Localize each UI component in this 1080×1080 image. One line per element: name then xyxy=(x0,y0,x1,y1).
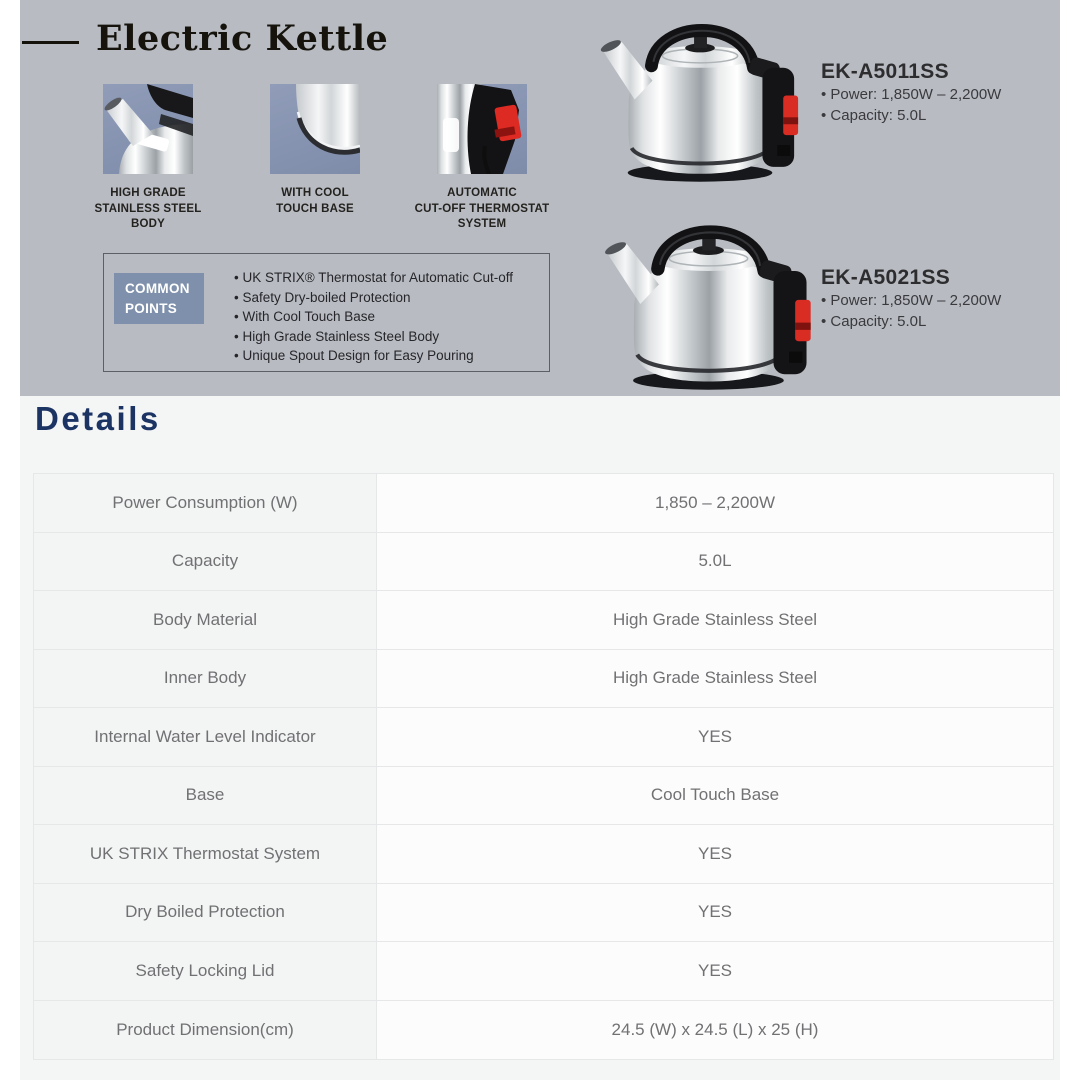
spec-value: YES xyxy=(377,708,1053,766)
table-row xyxy=(34,533,1053,592)
kettle-base-closeup-icon xyxy=(270,84,360,174)
product-spec-power: • Power: 1,850W – 2,200W xyxy=(821,84,1001,105)
spec-value: High Grade Stainless Steel xyxy=(377,591,1053,649)
product-spec-power: • Power: 1,850W – 2,200W xyxy=(821,290,1001,311)
caption-line: AUTOMATIC xyxy=(447,187,517,199)
product-model: EK-A5021SS xyxy=(821,266,951,289)
kettle-image-ek-a5021ss xyxy=(598,207,822,398)
caption-line: HIGH GRADE xyxy=(110,187,186,199)
spec-label: UK STRIX Thermostat System xyxy=(34,825,377,883)
product-block-ek-a5011ss xyxy=(821,60,1001,126)
spec-label: Dry Boiled Protection xyxy=(34,884,377,942)
title-dash xyxy=(22,41,79,44)
product-block-ek-a5021ss xyxy=(821,266,1001,332)
kettle-spout-closeup-icon xyxy=(103,84,193,174)
kettle-image-ek-a5011ss xyxy=(595,5,808,191)
spec-label: Capacity xyxy=(34,533,377,591)
feature-thumb-thermostat xyxy=(437,84,527,174)
spec-value: YES xyxy=(377,942,1053,1000)
table-row xyxy=(34,825,1053,884)
common-point-item: • UK STRIX® Thermostat for Automatic Cut-off xyxy=(234,270,513,285)
table-row xyxy=(34,942,1053,1001)
table-row xyxy=(34,767,1053,826)
feature-thumb-cool-touch-base xyxy=(270,84,360,174)
caption-line: STAINLESS STEEL xyxy=(94,202,202,215)
details-heading: Details xyxy=(35,400,161,437)
common-point-item: • Safety Dry-boiled Protection xyxy=(234,290,513,305)
spec-value: YES xyxy=(377,884,1053,942)
banner-title: Electric Kettle xyxy=(96,18,389,59)
feature-caption-stainless-body xyxy=(53,186,243,233)
table-row xyxy=(34,650,1053,709)
page xyxy=(20,0,1060,1080)
spec-value: 24.5 (W) x 24.5 (L) x 25 (H) xyxy=(377,1001,1053,1060)
product-spec-capacity: • Capacity: 5.0L xyxy=(821,311,1001,332)
thermostat-switch-closeup-icon xyxy=(437,84,527,174)
table-row xyxy=(34,884,1053,943)
spec-label: Safety Locking Lid xyxy=(34,942,377,1000)
spec-table xyxy=(33,473,1054,1060)
spec-value: 5.0L xyxy=(377,533,1053,591)
common-points-label-line: COMMON xyxy=(125,281,190,296)
common-points-list xyxy=(234,270,513,368)
feature-caption-cool-touch-base xyxy=(220,186,410,217)
common-point-item: • High Grade Stainless Steel Body xyxy=(234,329,513,344)
feature-thumb-stainless-body xyxy=(103,84,193,174)
spec-value: Cool Touch Base xyxy=(377,767,1053,825)
common-points-label xyxy=(114,273,204,324)
spec-value: 1,850 – 2,200W xyxy=(377,474,1053,532)
caption-line: SYSTEM xyxy=(457,218,507,231)
spec-label: Body Material xyxy=(34,591,377,649)
spec-label: Product Dimension(cm) xyxy=(34,1001,377,1060)
common-points-label-line: POINTS xyxy=(125,300,178,316)
caption-line: CUT-OFF THERMOSTAT xyxy=(414,202,550,215)
table-row xyxy=(34,708,1053,767)
common-points-box xyxy=(103,253,550,372)
table-row xyxy=(34,591,1053,650)
product-spec-capacity: • Capacity: 5.0L xyxy=(821,105,1001,126)
spec-label: Inner Body xyxy=(34,650,377,708)
product-banner xyxy=(20,0,1060,396)
caption-line: TOUCH BASE xyxy=(276,202,354,215)
spec-label: Internal Water Level Indicator xyxy=(34,708,377,766)
spec-label: Base xyxy=(34,767,377,825)
spec-label: Power Consumption (W) xyxy=(34,474,377,532)
common-point-item: • With Cool Touch Base xyxy=(234,309,513,324)
common-point-item: • Unique Spout Design for Easy Pouring xyxy=(234,348,513,363)
spec-value: YES xyxy=(377,825,1053,883)
product-model: EK-A5011SS xyxy=(821,60,949,83)
table-row xyxy=(34,1001,1053,1060)
feature-caption-thermostat xyxy=(387,186,577,233)
caption-line: WITH COOL xyxy=(281,187,349,199)
caption-line: BODY xyxy=(130,218,166,231)
table-row xyxy=(34,474,1053,533)
spec-value: High Grade Stainless Steel xyxy=(377,650,1053,708)
